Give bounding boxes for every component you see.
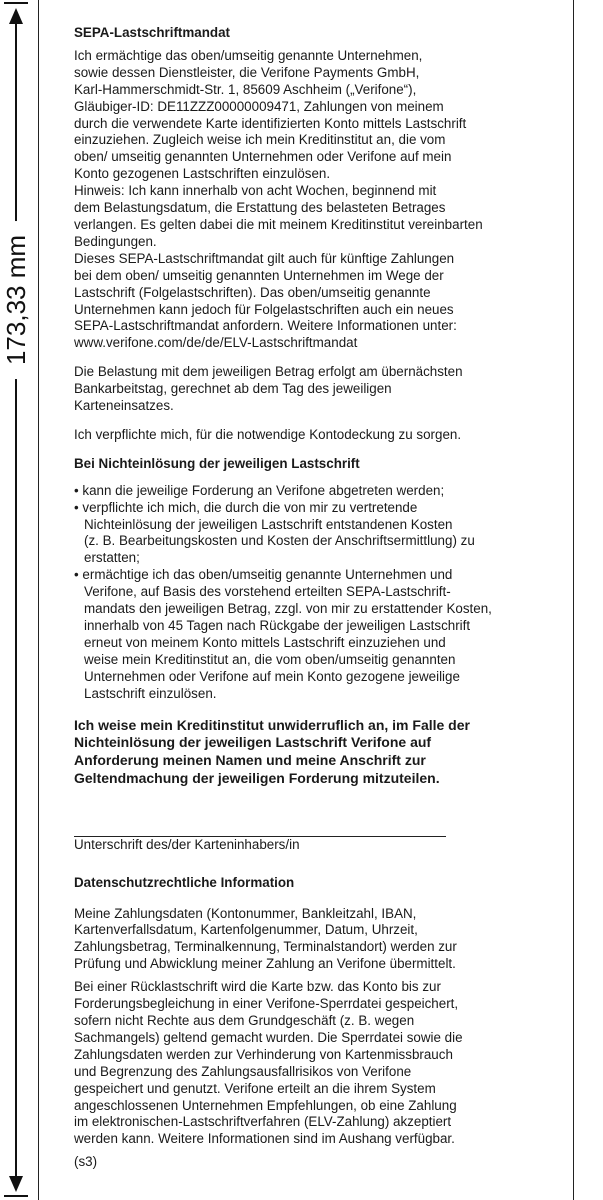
kontodeckung-paragraph: Ich verpflichte mich, für die notwendige Kontodeckung zu sorgen. xyxy=(74,426,462,442)
text-line: Hinweis: Ich kann innerhalb von acht Wochen, beginnend mit xyxy=(74,183,437,199)
list-item xyxy=(74,567,544,702)
ruler-arrow-down-icon xyxy=(9,1176,23,1192)
text-line: Karteneinsatzes. xyxy=(74,398,174,414)
dimension-ruler xyxy=(15,14,17,1184)
kreditinstitut-instruction xyxy=(74,717,544,788)
text-line: Die Belastung mit dem jeweiligen Betrag erfolgt am übernächsten xyxy=(74,364,463,380)
text-line: Verifone, auf Basis des vorstehend erteilten SEPA-Lastschrift- xyxy=(84,584,451,600)
text-line: erstatten; xyxy=(84,550,140,566)
text-line: Zahlungsdaten werden zur Verhinderung von Kartenmissbrauch xyxy=(74,1046,453,1062)
text-line: Forderungsbegleichung in einer Verifone-Sperrdatei gespeichert, xyxy=(74,996,459,1012)
text-line: erneut von meinem Konto mittels Lastschrift einzuziehen und xyxy=(84,634,446,650)
text-line: weise mein Kreditinstitut an, die vom oben/umseitig genannten xyxy=(84,651,456,667)
footer-code: (s3) xyxy=(74,1154,98,1170)
text-line: Kartenverfallsdatum, Kartenfolgenummer, Datum, Uhrzeit, xyxy=(74,922,418,938)
text-line: Geltendmachung der jeweiligen Forderung mitzuteilen. xyxy=(74,769,440,786)
text-line: Konto gezogenen Lastschriften einzulösen. xyxy=(74,166,331,182)
text-line: Bankarbeitstag, gerechnet ab dem Tag des jeweiligen xyxy=(74,381,392,397)
text-line: sowie dessen Dienstleister, die Verifone Payments GmbH, xyxy=(74,64,420,80)
text-line: • kann die jeweilige Forderung an Verifone abgetreten werden; xyxy=(74,482,445,498)
receipt-right-edge xyxy=(573,0,574,1200)
text-line: Sachmangels) geltend gemacht wurden. Die Sperrdatei sowie die xyxy=(74,1029,463,1045)
text-line: durch die verwendete Karte identifizierten Konto mittels Lastschrift xyxy=(74,115,467,131)
text-line: SEPA-Lastschriftmandat anfordern. Weitere Informationen unter: xyxy=(74,318,457,334)
text-line: einzuziehen. Zugleich weise ich mein Kreditinstitut an, die vom xyxy=(74,132,446,148)
sepa-mandate-text xyxy=(74,48,544,352)
text-line: • verpflichte ich mich, die durch die von mir zu vertretende xyxy=(74,499,418,515)
text-line: und Begrenzung des Zahlungsausfallrisikos von Verifone xyxy=(74,1063,412,1079)
belastung-paragraph xyxy=(74,364,544,415)
ruler-cap-top xyxy=(4,2,28,4)
datenschutz-paragraph-2 xyxy=(74,979,544,1148)
text-line: Zahlungsbetrag, Terminalkennung, Terminalstandort) werden zur xyxy=(74,939,457,955)
datenschutz-title: Datenschutzrechtliche Information xyxy=(74,874,295,890)
text-line: Anforderung meinen Namen und meine Anschrift zur xyxy=(74,752,426,769)
text-line: verlangen. Es gelten dabei die mit meinem Kreditinstitut vereinbarten xyxy=(74,216,483,232)
text-line: www.verifone.com/de/de/ELV-Lastschriftmandat xyxy=(74,335,358,351)
list-item xyxy=(74,500,544,568)
datenschutz-paragraph-1 xyxy=(74,906,544,974)
text-line: sofern nicht Rechte aus dem Grundgeschäft (z. B. wegen xyxy=(74,1012,415,1028)
text-line: Nichteinlösung der jeweiligen Lastschrift entstandenen Kosten xyxy=(84,516,453,532)
text-line: Bei einer Rücklastschrift wird die Karte bzw. das Konto bis zur xyxy=(74,979,441,995)
text-line: Ich weise mein Kreditinstitut unwiderruflich an, im Falle der xyxy=(74,716,470,733)
text-line: Prüfung und Abwicklung meiner Zahlung an Verifone übermittelt. xyxy=(74,956,456,972)
text-line: im elektronischen-Lastschriftverfahren (ELV-Zahlung) akzeptiert xyxy=(74,1114,452,1130)
nichteinloesung-title: Bei Nichteinlösung der jeweiligen Lastschrift xyxy=(74,455,360,471)
text-line: mandats den jeweiligen Betrag, zzgl. von mir zu erstattender Kosten, xyxy=(84,601,492,617)
text-line: Bedingungen. xyxy=(74,233,157,249)
text-line: bei dem oben/ umseitig genannten Unternehmen im Wege der xyxy=(74,267,444,283)
text-line: Meine Zahlungsdaten (Kontonummer, Bankleitzahl, IBAN, xyxy=(74,905,417,921)
text-line: Gläubiger-ID: DE11ZZZ00000009471, Zahlungen von meinem xyxy=(74,98,444,114)
text-line: (z. B. Bearbeitungskosten und Kosten der Anschriftsermittlung) zu xyxy=(84,533,475,549)
ruler-cap-bottom xyxy=(4,1195,28,1197)
nichteinloesung-list xyxy=(74,483,544,703)
receipt-text xyxy=(74,25,544,1171)
ruler-length-label: 173,33 mm xyxy=(0,221,33,379)
signature-label: Unterschrift des/der Karteninhabers/in xyxy=(74,836,300,852)
text-line: werden kann. Weitere Informationen sind im Aushang verfügbar. xyxy=(74,1131,455,1147)
text-line: Nichteinlösung der jeweiligen Lastschrift Verifone auf xyxy=(74,734,432,751)
receipt-left-edge xyxy=(38,0,39,1200)
text-line: dem Belastungsdatum, die Erstattung des belasteten Betrages xyxy=(74,200,446,216)
list-item xyxy=(74,483,544,500)
text-line: Karl-Hammerschmidt-Str. 1, 85609 Aschheim („Verifone“), xyxy=(74,81,417,97)
text-line: Unternehmen kann jedoch für Folgelastschriften auch ein neues xyxy=(74,301,454,317)
text-line: angeschlossenen Unternehmen Empfehlungen, ob eine Zahlung xyxy=(74,1097,457,1113)
text-line: Dieses SEPA-Lastschriftmandat gilt auch für künftige Zahlungen xyxy=(74,250,455,266)
text-line: • ermächtige ich das oben/umseitig genannte Unternehmen und xyxy=(74,567,453,583)
text-line: innerhalb von 45 Tagen nach Rückgabe der jeweiligen Lastschrift xyxy=(84,618,471,633)
text-line: Lastschrift einzulösen. xyxy=(84,685,217,701)
sepa-title: SEPA-Lastschriftmandat xyxy=(74,25,231,40)
text-line: oben/ umseitig genannten Unternehmen oder Verifone auf mein xyxy=(74,149,452,165)
text-line: Unternehmen oder Verifone auf mein Konto gezogene jeweilige xyxy=(84,668,460,684)
text-line: Lastschrift (Folgelastschriften). Das oben/umseitig genannte xyxy=(74,284,431,300)
text-line: Ich ermächtige das oben/umseitig genannte Unternehmen, xyxy=(74,47,423,63)
text-line: gespeichert und genutzt. Verifone erteilt an die ihrem System xyxy=(74,1080,436,1096)
